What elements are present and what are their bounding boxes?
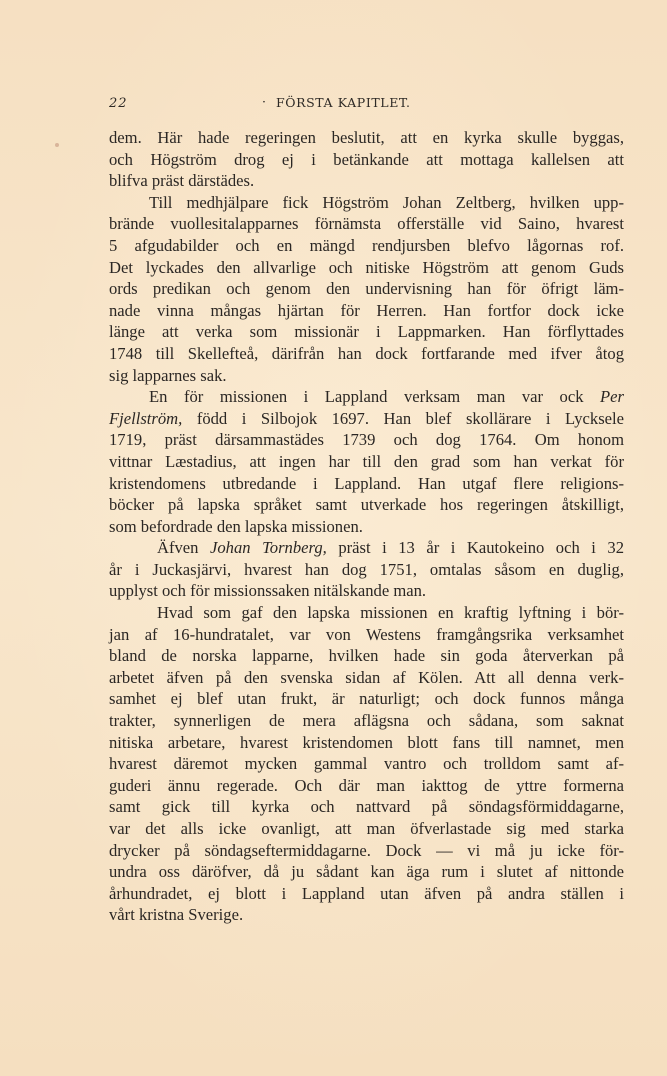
text-segment: präst i 13 år i Kautokeino och i 32 <box>338 538 625 558</box>
text-line-with-italic <box>109 386 624 408</box>
running-head: · FÖRSTA KAPITLET. <box>276 95 411 110</box>
text-line: ords predikan och genom den undervisning han för öfrigt läm- <box>109 279 624 299</box>
text-line: nitiska arbetare, hvarest kristendomen blott fans till namnet, men <box>109 732 624 752</box>
text-line: blifva präst därstädes. <box>109 171 255 191</box>
text-line: vittnar Læstadius, att ingen har till den grad som han verkat för <box>109 451 624 471</box>
text-line: 1719, präst därsammastädes 1739 och dog 1764. Om honom <box>109 430 624 450</box>
italic-name: Per <box>600 387 624 407</box>
text-line: århundradet, ej blott i Lappland utan äfven på andra ställen i <box>109 883 624 903</box>
paper-spot <box>55 143 59 147</box>
text-line: hvarest däremot mycken gammal vantro och trolldom samt af- <box>109 754 624 774</box>
text-line: vårt kristna Sverige. <box>109 905 244 925</box>
text-line: jan af 16-hundratalet, var von Westens framgångsrika verksamhet <box>109 624 624 644</box>
text-line: Det lyckades den allvarlige och nitiske Högström att genom Guds <box>109 257 624 277</box>
text-line: undra oss däröfver, då ju sådant kan äga rum i slutet af nittonde <box>109 862 624 882</box>
text-line: nade vinna mångas hjärtan för Herren. Han fortfor dock icke <box>109 300 624 320</box>
text-line: samt gick till kyrka och nattvard på söndagsförmiddagarne, <box>109 797 624 817</box>
text-line: dem. Här hade regeringen beslutit, att en kyrka skulle byggas, <box>109 128 624 147</box>
text-line: trakter, synnerligen de mera aflägsna och sådana, som saknat <box>109 711 624 731</box>
text-line: arbetet äfven på den svenska sidan af Kölen. Att all denna verk- <box>109 667 624 687</box>
text-segment: En för missionen i Lappland verksam man var ock <box>149 387 584 407</box>
text-line: var det alls icke ovanligt, att man öfverlastade sig med starka <box>109 819 624 838</box>
text-line: drycker på söndagseftermiddagarne. Dock — vi må ju icke för- <box>109 840 624 860</box>
text-line-with-italic <box>109 408 624 430</box>
italic-name: Johan Tornberg, <box>210 538 327 558</box>
text-line: länge att verka som missionär i Lappmarken. Han förflyttades <box>109 322 624 342</box>
text-line: och Högström drog ej i betänkande att mottaga kallelsen att <box>109 149 624 169</box>
text-line: bland de norska lapparne, hvilken hade sin goda återverkan på <box>109 646 624 666</box>
text-segment: född i Silbojok 1697. Han blef skollärare i Lycksele <box>196 408 624 428</box>
text-line: kristendomens utbredande i Lappland. Han utgaf flere religions- <box>109 473 624 493</box>
text-line: samhet ej blef utan frukt, är naturligt; och dock funnos många <box>109 689 624 709</box>
text-line: 1748 till Skellefteå, därifrån han dock fortfarande med ifver åtog <box>109 343 624 363</box>
text-line: böcker på lapska språket samt utverkade hos regeringen åtskilligt, <box>109 495 624 515</box>
text-line: Hvad som gaf den lapska missionen en kraftig lyftning i bör- <box>157 603 624 623</box>
text-line: Till medhjälpare fick Högström Johan Zeltberg, hvilken upp- <box>149 192 624 212</box>
text-line: upplyst och för missionssaken nitälskande man. <box>109 581 427 601</box>
text-line: som befordrade den lapska missionen. <box>109 516 363 536</box>
text-line: brände vuollesitalapparnes förnämsta offerställe vid Saino, hvarest <box>109 214 624 234</box>
text-line: guderi ännu regerade. Och där man iakttog de yttre formerna <box>109 775 624 795</box>
page-header <box>0 94 667 114</box>
page-number: 22 <box>109 96 128 111</box>
text-line: år i Juckasjärvi, hvarest han dog 1751, omtalas såsom en duglig, <box>109 559 624 579</box>
text-line: sig lapparnes sak. <box>109 365 227 385</box>
italic-name: Fjellström, <box>109 408 183 428</box>
text-segment: Äfven <box>157 538 199 558</box>
text-line: 5 afgudabilder och en mängd rendjursben blefvo lågornas rof. <box>109 235 624 255</box>
body-text <box>109 127 624 926</box>
text-line-with-italic <box>109 537 624 559</box>
